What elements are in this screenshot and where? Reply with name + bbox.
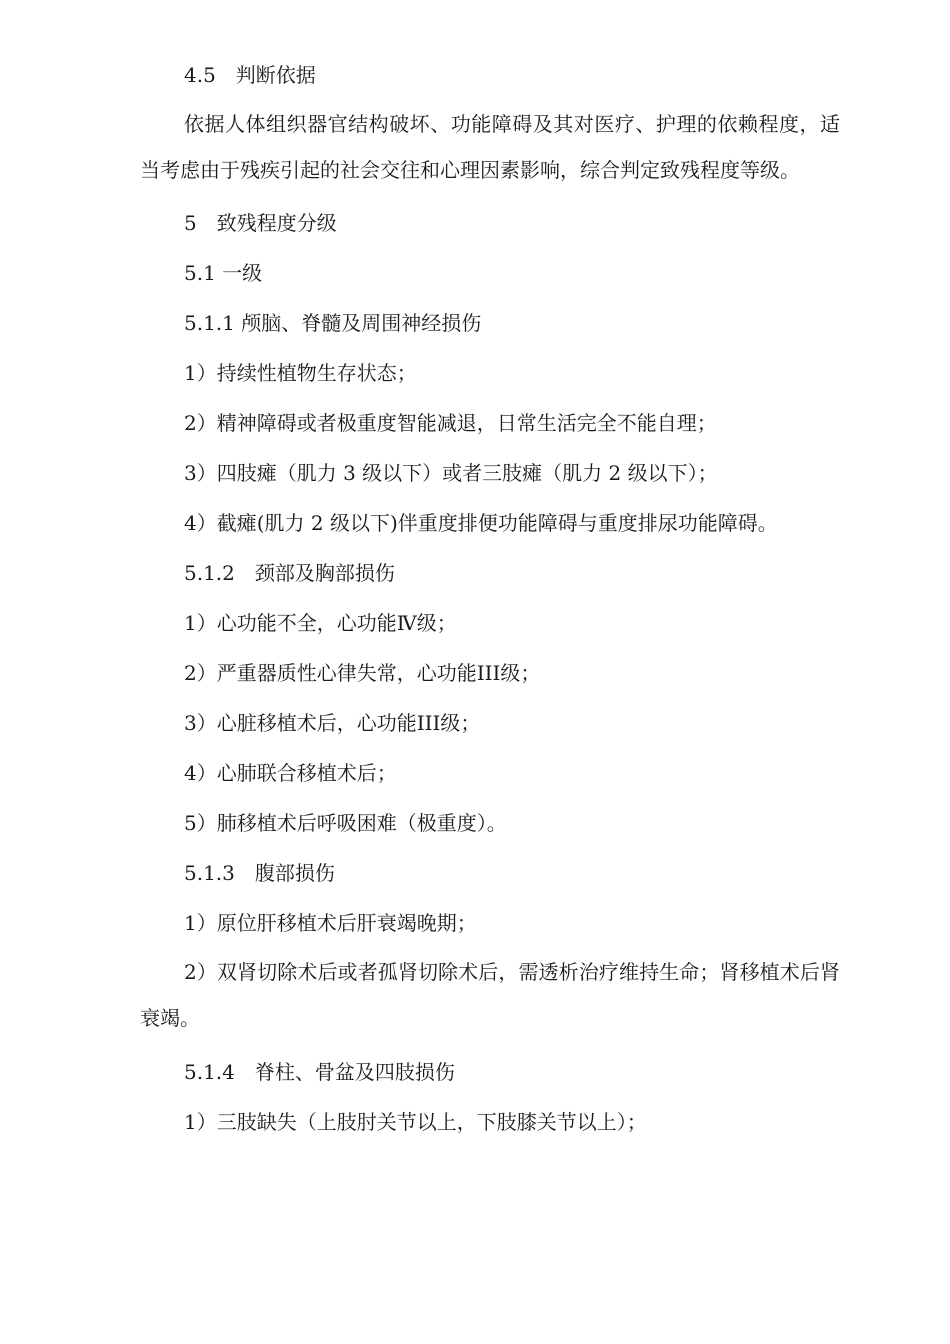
section-5-1-4-heading: 5.1.4 脊柱、骨盆及四肢损伤 <box>184 1060 455 1084</box>
list-item: 1）持续性植物生存状态； <box>184 361 417 385</box>
document-page <box>140 50 840 1147</box>
list-item: 4）截瘫(肌力 2 级以下)伴重度排便功能障碍与重度排尿功能障碍。 <box>184 511 778 535</box>
list-item: 5）肺移植术后呼吸困难（极重度）。 <box>184 811 507 835</box>
list-item: 2）双肾切除术后或者孤肾切除术后，需透析治疗维持生命；肾移植术后肾衰竭。 <box>140 960 840 1030</box>
section-5-1-3-heading: 5.1.3 腹部损伤 <box>184 861 335 885</box>
section-4-5-heading: 4.5 判断依据 <box>184 63 316 87</box>
section-5-heading: 5 致残程度分级 <box>184 211 337 235</box>
list-item: 1）原位肝移植术后肝衰竭晚期； <box>184 911 477 935</box>
list-item: 3）四肢瘫（肌力 3 级以下）或者三肢瘫（肌力 2 级以下）； <box>184 461 718 485</box>
list-item: 1）心功能不全，心功能Ⅳ级； <box>184 611 457 635</box>
list-item: 1）三肢缺失（上肢肘关节以上，下肢膝关节以上）； <box>184 1110 647 1134</box>
section-5-1-2-heading: 5.1.2 颈部及胸部损伤 <box>184 561 395 585</box>
section-5-1-1-heading: 5.1.1 颅脑、脊髓及周围神经损伤 <box>184 311 482 335</box>
list-item: 2）精神障碍或者极重度智能减退，日常生活完全不能自理； <box>184 411 717 435</box>
list-item: 2）严重器质性心律失常，心功能III级； <box>184 661 541 685</box>
list-item: 3）心脏移植术后，心功能III级； <box>184 711 481 735</box>
list-item: 4）心肺联合移植术后； <box>184 761 397 785</box>
section-4-5-paragraph: 依据人体组织器官结构破坏、功能障碍及其对医疗、护理的依赖程度，适当考虑由于残疾引起的社会交往和心理因素影响，综合判定致残程度等级。 <box>140 112 840 182</box>
section-5-1-heading: 5.1 一级 <box>184 261 263 285</box>
